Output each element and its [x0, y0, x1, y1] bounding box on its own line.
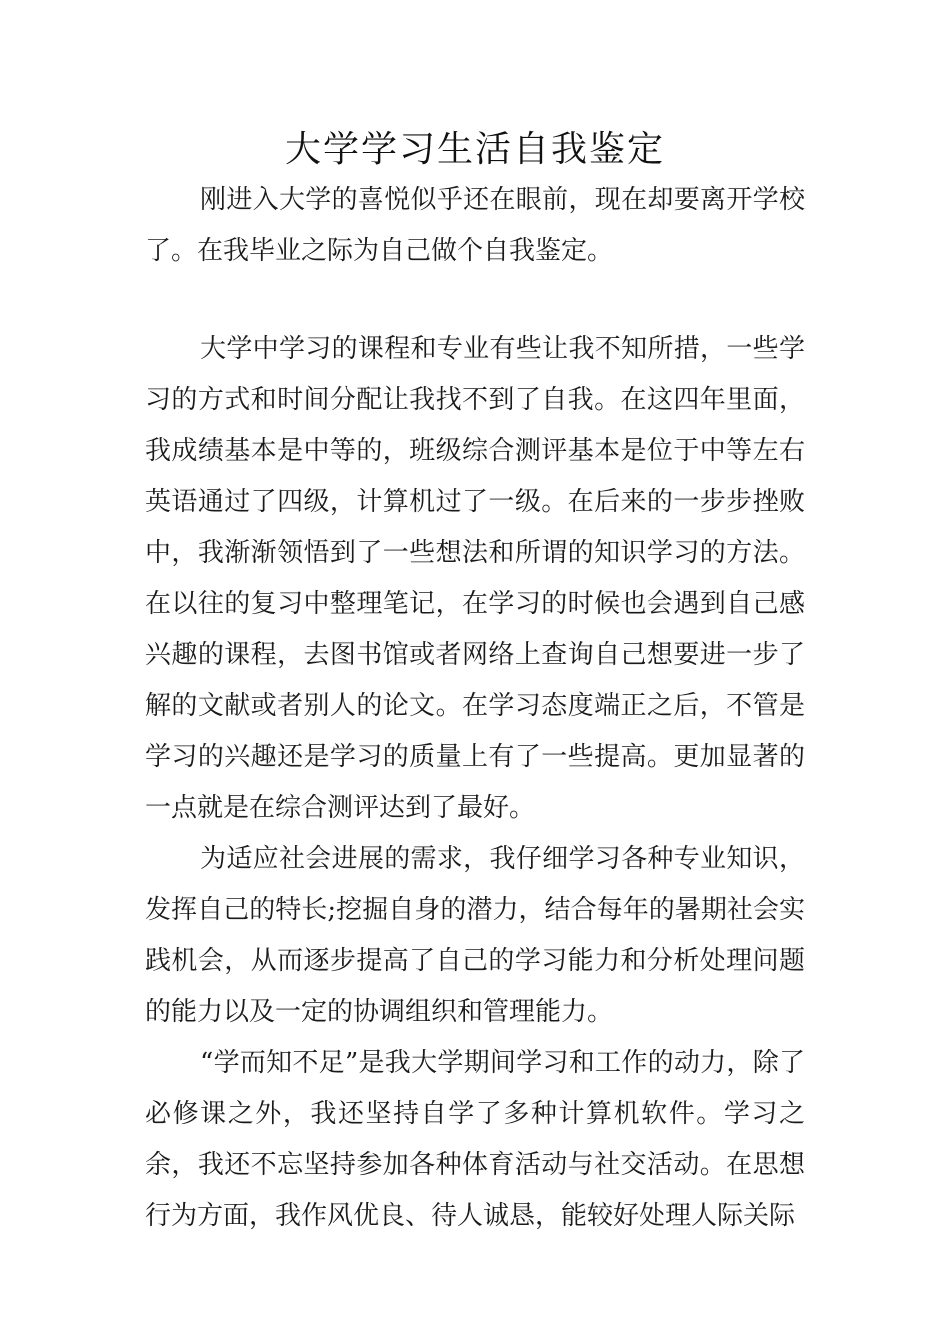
paragraph-social-practice: 为适应社会进展的需求，我仔细学习各种专业知识，发挥自己的特长;挖掘自身的潜力，结合每年的暑期社会实践机会，从而逐步提高了自己的学习能力和分析处理问题的能力以及一定的协调组织和管理能力。	[145, 844, 805, 1027]
paragraph-study: 大学中学习的课程和专业有些让我不知所措，一些学习的方式和时间分配让我找不到了自我。在这四年里面，我成绩基本是中等的，班级综合测评基本是位于中等左右英语通过了四级，计算机过了一级。在后来的一步步挫败中，我渐渐领悟到了一些想法和所谓的知识学习的方法。在以往的复习中整理笔记，在学习的时候也会遇到自己感兴趣的课程，去图书馆或者网络上查询自己想要进一步了解的文献或者别人的论文。在学习态度端正之后，不管是学习的兴趣还是学习的质量上有了一些提高。更加显著的一点就是在综合测评达到了最好。	[145, 334, 805, 823]
intro-block	[145, 175, 805, 277]
document-title: 大学学习生活自我鉴定	[284, 129, 665, 170]
body-block	[145, 324, 805, 1242]
paragraph-intro: 刚进入大学的喜悦似乎还在眼前，现在却要离开学校了。在我毕业之际为自己做个自我鉴定。	[145, 185, 805, 266]
paragraph-self-learning: “学而知不足”是我大学期间学习和工作的动力，除了必修课之外，我还坚持自学了多种计算机软件。学习之余，我还不忘坚持参加各种体育活动与社交活动。在思想行为方面，我作风优良、待人诚恳，能较好处理人际关际	[145, 1048, 805, 1231]
